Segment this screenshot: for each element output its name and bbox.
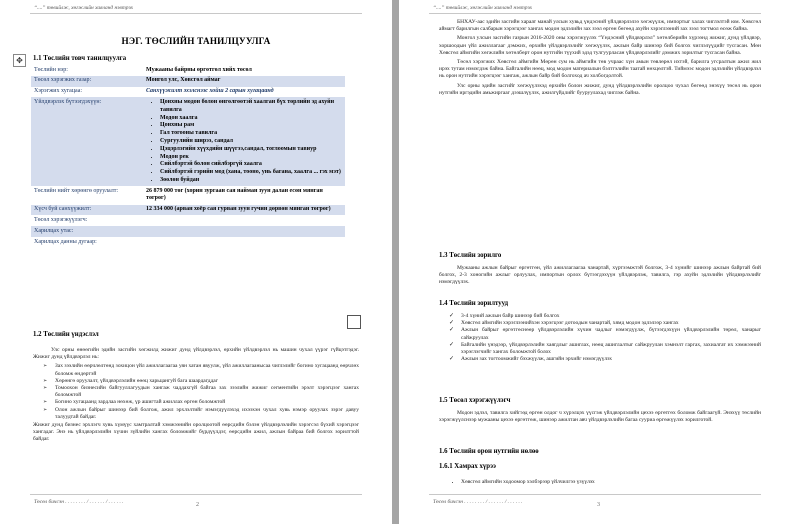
document-title: НЭГ. ТӨСЛИЙН ТАНИЛЦУУЛГА [121,36,271,46]
account-value[interactable] [143,237,345,248]
list-item: ✓ 3-4 хүний ажлын байр шинээр бий болгох [461,313,761,320]
product-item: • Сургуулийн ширээ, сандал [160,138,342,146]
list-item: ✓ Байгалийн үнэдээр, үйлдвэрлэлийн хаягдлыг ашиглах, нөөц ашиглалтыг сайжруулан хэмнэлт гаргах, захиалгат их хэмжээний хэрэглэгчийг хангах боломжтой болох [461,342,761,356]
product-item: • Сийлбэртэй гэрийн мод (хана, тооно, унь багана, хаалга ... гэх мэт) [160,169,342,177]
paragraph: Төсөл хэрэгжих Хөвсгөл аймгийн Мөрөн сум нь аймгийн төв учраас хүн амын төвлөрөл ихтэй, барилга угсралтын ажил жил ирэх тутам нэмэгдэж байна. Байгалийн нөөц, мод модон материалын бэлтгэлийн таатай нөхцөлтэй. Тиймээс модон эдлэлийн үйлдвэрлэл нь орон нутгийн хэрэгцээг хангаж, ажлын байр бий болгоход ач холбогдолтой. [439,59,761,80]
product-item: • Цонхны модон болон өнгөлгөөтэй хаалган бүх төрлийн эд ахуйн тавилга [160,99,342,115]
location-label: Төсөл хэрэгжих газар: [31,76,143,87]
paragraph: Модон эдлэл, тавилга хийгээд өргөн олдог ч хүрэлцэх үүсгэж үйлдвэрлэлийн цехээ өргөтгөх боломж байгаагүй. Энэхүү төслийн хэрэгжүүлснээр мужааны цехээ өргөтгөж, шинээр ажилтан авч үйлдвэрлэлийн багаа сууриа өргөжүүлэх зорилготой. [439,410,761,424]
scope-list [439,479,761,486]
running-header: “....” төвийлж, хөгжлийн хаяланд нэвтрэх [34,5,134,11]
list-item: ➢ Хөрөнгө оруулалт, үйлдвэрлэлийн өөөц харьцангуй бага шаардагддаг [55,378,359,385]
goal-text-block [439,265,761,289]
executor-value[interactable] [143,215,345,226]
duration-value: Санхүүжилт эхэлснээс хойш 2 сарын хугацаанд [146,88,274,95]
section-heading-1-3: 1.3 Төслийн зорилго [439,252,502,259]
list-item: ➢ Богино хугацаанд зардлаа нөхөж, үр ашигтай ажиллах өргөн боломжтой [55,399,359,406]
page-number: 2 [196,502,199,508]
footer-text: Төсөл бичсэн . . . . . . . . / . . . . . . / . . . . . . [34,499,124,505]
section-heading-1-6-1: 1.6.1 Хамрах хүрээ [439,463,496,470]
paragraph: Жижиг дунд бизнес эрхлэгч хувь хүмүүс хамтралтай хэмжээнийн оролцоотой өөрсдийн бэлэн үйлдвэрлэлийн хэрэгсэл бүхий хэрэгцээг хангадаг. Энэ нь үйлдвэрлэлийн хүчин зүйлийн хангах боломжийг бүрдүүлдэг, өөрсдийн ажил, ажлын байраа бий болгох зорилттой байдаг. [33,422,359,443]
products-list [146,99,342,185]
document-page-3 [399,0,791,524]
list-item: ✓ Ажлын байрыг өргөтгөснөөр үйлдвэрлэлийн хүчин чадлыг нэмэгдүүлж, бүтээгдэхүүн үйлдвэрлэлийн төрөл, чанарыг сайжруулах [461,327,761,341]
requested-funding-value: 12 334 000 (арван хоёр сая гурван зуун гучин дөрвөн мянган төгрөг) [143,205,345,216]
product-item: • Модон хаалга [160,115,342,123]
executor-block [439,410,761,426]
paragraph: Улс орны эдийн засгийг хөгжүүлэхэд өрхийн болон жижиг, дунд үйлдвэрлэлийн оролцоо чухал бөгөөд энэхүү төсөл нь орон нутгийн иргэдийн амьжиргааг дээшлүүлэх, ажилгүйдлийг бууруулахад чиглэж байна. [439,82,761,96]
requested-funding-label: Хүсч буй санхүүжилт: [31,205,143,216]
paragraph: Мужааны ажлын байрыг өргөтгөн, үйл ажиллагаагаа чанартай, хүртээмжтэй болгож, 3-4 хүнийг шинээр ажлын байртай бий болгох, 2-3 хоногийн ажлыг орлуулах, импортын орлох бүтээгдэхүүн үйлдвэрлэж, тавилга, гэр ахуйн эдлэлийн үйлдвэрлэлийг нэмэгдүүлэх. [439,265,761,286]
section-heading-1-4: 1.4 Төслийн зорилтууд [439,300,509,307]
list-item: ✓ Хөвсгөл аймгийн хэрэглээнийхэн хэрэгцээг дотоодын чанартай, хямд модон эдлэлээр хангах [461,320,761,327]
phone-value[interactable] [143,226,345,237]
page-number: 3 [597,502,600,508]
list-item: ➢ Зах зээлийн өөрчлөлтөнд зохицон үйл ажиллагаагаа уян хатан явуулж, үйл ажиллагаанысаа чиглэлийг богино хугацаанд өөрчлөх боломж өндөртэй [55,363,359,377]
duration-label: Хэрэгжих хугацаа: [34,88,83,95]
paragraph: Улс орны өнөөгийн эдийн засгийн хөгжилд жижиг дунд үйлдвэрлэл, өрхийн үйлдвэрлэл нь машин чухал үүрэг гүйцэтгэдэг. Жижиг дунд үйлдвэрлэл нь: [33,347,359,361]
project-name-value: Мужааны байрны өргөтгөл хийх төсөл [146,66,252,73]
footer-text: Төсөл бичсэн . . . . . . . . / . . . . . . / . . . . . . [433,499,523,505]
header-rule [30,13,362,14]
section-heading-1-1: 1.1 Төслийн товч танилцуулга [33,55,127,62]
products-label: Үйлдвэрлэх бүтээгдэхүүн: [31,97,143,186]
background-text [439,19,761,99]
product-item: • Зөөлөн буйдан [160,177,342,185]
document-page-2 [0,0,392,524]
paragraph: Монгол улсын засгийн газрын 2016-2020 оны хэрэгжүүлэх “Үндэсний үйлдвэрлэл” хөтөлбөрийн хүрээнд жижиг, дунд үйлдвэр, хоршоодын үйл ажиллагааг дэмжих, өрхийн үйлдвэрлэлийг хөгжүүлэх, ажлын байр шинээр бий болгох чиглэлүүдийг тусгасан. Мөн Хөвсгөл аймгийн хөгжлийн хөтөлбөрт орон нутгийн түүхий эдэд тулгуурласан үйлдвэрлэлийг дэмжих зорилтыг тусгасан байна. [439,35,761,56]
account-label: Харилцах данны дугаар: [34,238,97,245]
section-heading-1-5: 1.5 Төсөл хэрэгжүүлэгч [439,397,511,404]
project-name-label: Төслийн нэр: [34,66,68,73]
total-cost-value: 26 879 000 төг (хорин зургаан сая найман зуун далан есөн мянган төгрөг) [146,187,323,202]
running-header: “....” төвийлж, хөгжлийн хаяланд нэвтрэх [433,5,533,11]
header-rule [429,13,761,14]
section-heading-1-2: 1.2 Төслийн үндэслэл [33,331,99,338]
product-item: • Цэцэрлэгийн хүүхдийн шүүгээ,сандал, тоглоомын тавиур [160,146,342,154]
table-resize-handle[interactable] [347,315,361,329]
advantages-list [33,363,359,421]
section-heading-1-6: 1.6 Төслийн орон нутгийн нөлөө [439,448,539,455]
paragraph: БНХАУ-аас эдийн засгийн хараат манай улсын хувьд үндэсний үйлдвэрлэлээ хөгжүүлж, импортыг халах чиглэлтэй юм. Хөвсгөл аймагт барилгын салбарын хэрэгцээг хангах модон эдлэлийн зах зээл өргөн бөгөөд ахуйн хэрэглээний зах зээл тогтмол өсөж байна. [439,19,761,33]
list-item: • Хөвсгөл аймгийн ходоомор хэлбэрээр үйлчилгээ үзүүлэх [461,479,761,486]
footer-rule [429,494,761,495]
executor-label: Төсөл хэрэгжүүлэгч: [34,217,88,224]
list-item: ➢ Томоохон бизнесийн байгууллагуудын хангаж чаддахгүй байгаа зах зээлийн жижиг сегментийн эрэлт хэрэгцээг хангах боломжтой [55,385,359,399]
list-item: ➢ Олон ажлын байрыг шинээр бий болгож, ажил эрхлэлтийг нэмэгдүүлэхэд ихээхэн чухал хувь нэмэр оруулах зэрэг давуу талуудтай байдаг. [55,407,359,421]
product-item: • Цонхны рам [160,122,342,130]
product-item: • Сийлбэртэй болон сийлбэргүй хаалга [160,161,342,169]
location-value: Монгол улс, Хөвсгөл аймаг [143,76,345,87]
objectives-list [439,313,761,363]
table-move-handle-icon[interactable]: ✥ [13,54,26,67]
total-cost-label: Төслийн нийт хөрөнгө оруулалт: [34,187,119,194]
scope-block [439,478,761,487]
objectives-block [439,312,761,364]
product-item: • Модон рек [160,154,342,162]
product-item: • Гал тогооны тавилга [160,130,342,138]
phone-label: Харилцах утас: [31,226,143,237]
section-1-2-body [33,347,359,446]
footer-rule [30,494,362,495]
list-item: ✓ Ажлын зах тогтоомжийг бэхжүүлж, ашгийн эрхийг нэмэгдүүлэх [461,356,761,363]
project-info-table[interactable] [31,65,345,248]
products-list-cell [143,97,345,186]
